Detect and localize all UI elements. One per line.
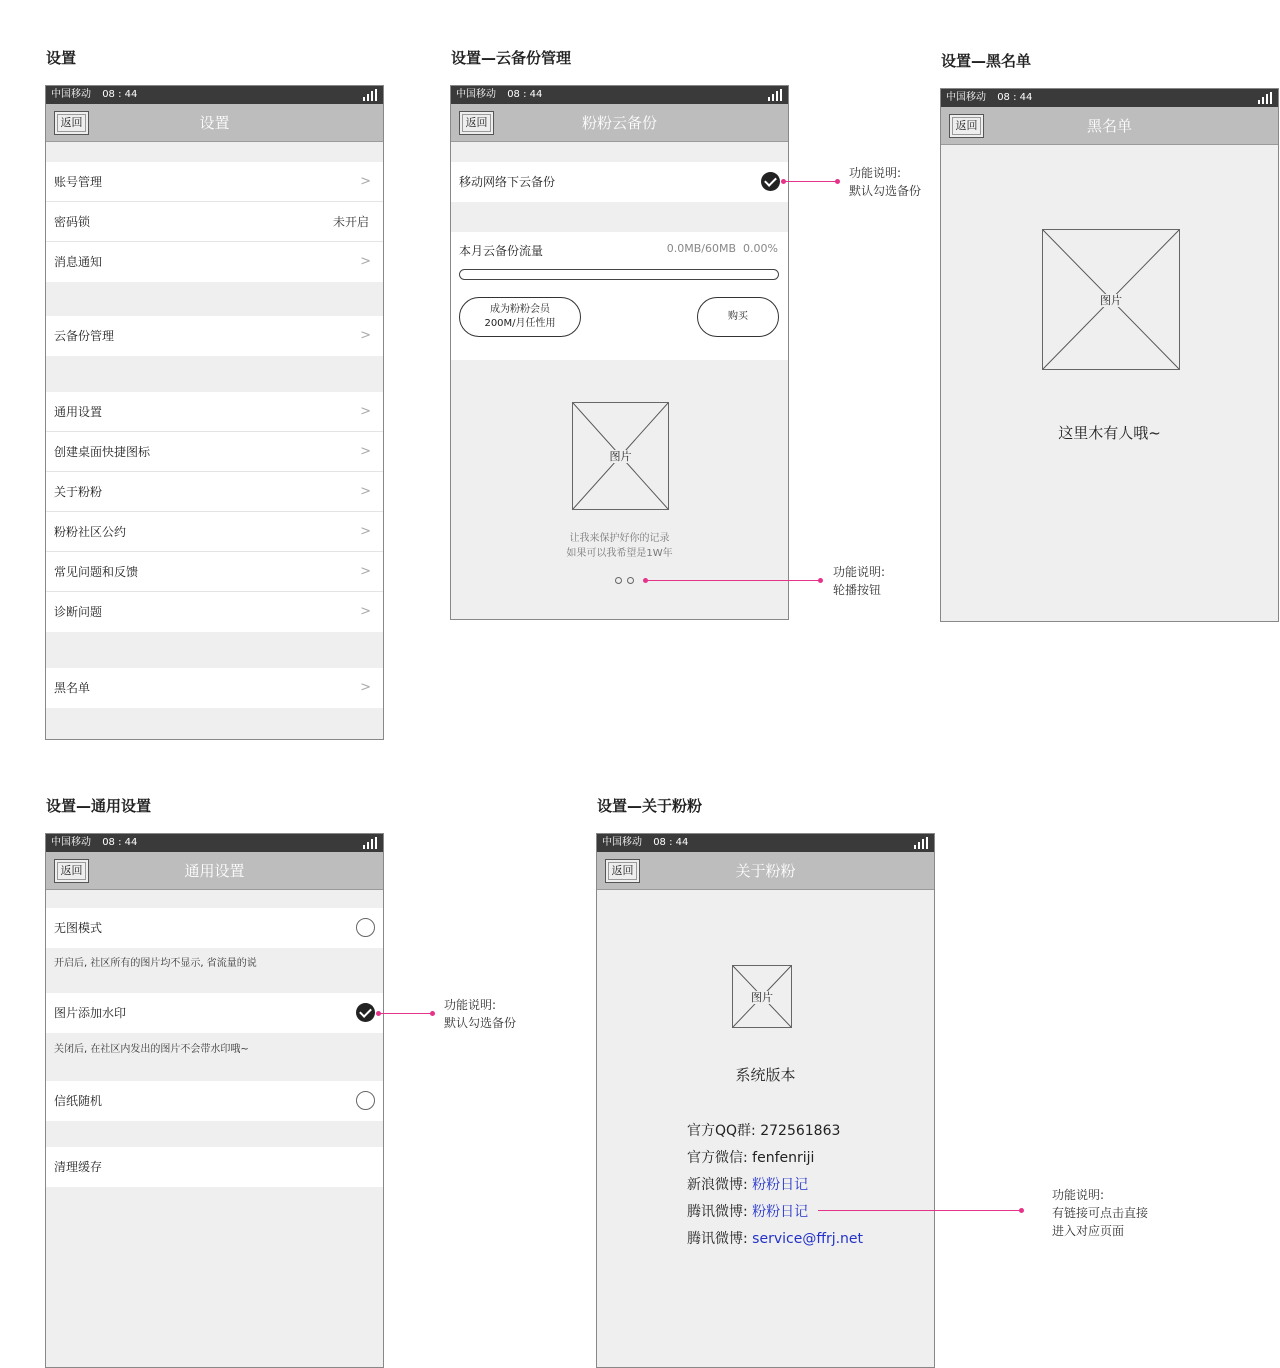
- wechat-label: 官方微信:: [687, 1150, 748, 1166]
- annotation-watermark: [444, 996, 516, 1032]
- annotation-line: [646, 580, 821, 581]
- chevron-right-icon: >: [360, 680, 371, 695]
- time-label: 08 : 44: [102, 89, 138, 100]
- tencent-weibo-line: [687, 1201, 808, 1221]
- section-title-cloud-backup: 设置—云备份管理: [451, 49, 572, 67]
- settings-row-password-lock[interactable]: [46, 202, 383, 242]
- mobile-backup-row[interactable]: [451, 162, 788, 202]
- no-image-mode-note: 开启后, 社区所有的图片均不显示, 省流量的说: [46, 948, 383, 993]
- section-title-general: 设置—通用设置: [46, 797, 152, 815]
- row-label: 图片添加水印: [54, 1006, 127, 1020]
- phone-general-settings: [45, 833, 384, 1368]
- annotation-dot: [430, 1011, 435, 1016]
- row-label: 关于粉粉: [54, 485, 103, 499]
- tencent-weibo-link[interactable]: 粉粉日记: [752, 1204, 809, 1220]
- back-button[interactable]: 返回: [605, 859, 640, 883]
- random-paper-row[interactable]: [46, 1081, 383, 1121]
- status-bar: [941, 89, 1278, 107]
- carousel-dot-2[interactable]: [627, 577, 634, 584]
- annotation-dot: [1019, 1208, 1024, 1213]
- tencent-label: 腾讯微博:: [687, 1204, 748, 1220]
- qq-value: 272561863: [760, 1123, 841, 1139]
- annotation-title: 功能说明:: [849, 166, 902, 180]
- phone-about: [596, 833, 935, 1368]
- section-title-about: 设置—关于粉粉: [597, 797, 703, 815]
- traffic-progress-bar: [459, 269, 779, 280]
- annotation-dot: [818, 578, 823, 583]
- time-label: 08 : 44: [507, 89, 543, 100]
- row-label: 通用设置: [54, 405, 103, 419]
- settings-row-community-rules[interactable]: [46, 512, 383, 552]
- signal-icon: [914, 837, 928, 849]
- phone-settings: [45, 85, 384, 740]
- email-label: 腾讯微博:: [687, 1231, 748, 1247]
- nav-title: 设置: [199, 114, 230, 132]
- nav-bar: [46, 852, 383, 890]
- annotation-text-line1: 有链接可点击直接: [1052, 1206, 1149, 1220]
- chevron-right-icon: >: [360, 524, 371, 539]
- back-button[interactable]: 返回: [459, 111, 494, 135]
- back-button[interactable]: 返回: [54, 111, 89, 135]
- settings-row-faq[interactable]: [46, 552, 383, 592]
- row-label: 创建桌面快捷图标: [54, 445, 151, 459]
- watermark-note: 关闭后, 在社区内发出的图片不会带水印哦~: [46, 1033, 383, 1081]
- system-version-label: 系统版本: [735, 1066, 796, 1084]
- carrier-label: 中国移动: [51, 837, 91, 848]
- toggle-off-radio[interactable]: [356, 918, 375, 937]
- settings-row-general[interactable]: [46, 392, 383, 432]
- row-label: 诊断问题: [54, 605, 103, 619]
- row-label: 云备份管理: [54, 329, 115, 343]
- annotation-line: [784, 181, 838, 182]
- nav-title: 粉粉云备份: [581, 114, 657, 132]
- email-line: [687, 1228, 863, 1248]
- annotation-line: [818, 1210, 1022, 1211]
- chevron-right-icon: >: [360, 484, 371, 499]
- back-button[interactable]: 返回: [54, 859, 89, 883]
- back-button[interactable]: 返回: [949, 114, 984, 138]
- row-label: 无图模式: [54, 921, 103, 935]
- caption-line-1: 让我来保护好你的记录: [569, 533, 670, 544]
- chevron-right-icon: >: [360, 254, 371, 269]
- sina-label: 新浪微博:: [687, 1177, 748, 1193]
- member-btn-line1: 成为粉粉会员: [490, 304, 550, 315]
- nav-bar: [941, 107, 1278, 145]
- row-label: 常见问题和反馈: [54, 565, 139, 579]
- settings-row-diagnose[interactable]: [46, 592, 383, 632]
- row-value: 未开启: [332, 215, 369, 229]
- member-btn-line2: 200M/月任性用: [484, 318, 556, 329]
- toggle-off-radio[interactable]: [356, 1091, 375, 1110]
- clear-cache-row[interactable]: [46, 1147, 383, 1187]
- chevron-right-icon: >: [360, 604, 371, 619]
- row-label: 账号管理: [54, 175, 103, 189]
- section-title-blacklist: 设置—黑名单: [941, 52, 1032, 70]
- annotation-dot: [835, 179, 840, 184]
- settings-row-notifications[interactable]: [46, 242, 383, 282]
- signal-icon: [363, 89, 377, 101]
- image-placeholder: [572, 402, 669, 510]
- email-link[interactable]: service@ffrj.net: [752, 1231, 864, 1247]
- settings-row-cloud-backup[interactable]: [46, 316, 383, 356]
- carrier-label: 中国移动: [51, 89, 91, 100]
- traffic-value: 0.0MB/60MB 0.00%: [666, 242, 778, 255]
- row-label: 消息通知: [54, 255, 103, 269]
- wechat-value: fenfenriji: [752, 1150, 815, 1166]
- image-label: 图片: [751, 990, 773, 1004]
- annotation-title: 功能说明:: [833, 565, 886, 579]
- settings-row-about[interactable]: [46, 472, 383, 512]
- carrier-label: 中国移动: [946, 92, 986, 103]
- status-bar: [451, 86, 788, 104]
- annotation-text-line2: 进入对应页面: [1052, 1224, 1125, 1238]
- time-label: 08 : 44: [653, 837, 689, 848]
- chevron-right-icon: >: [360, 174, 371, 189]
- annotation-links: [1052, 1186, 1148, 1240]
- annotation-title: 功能说明:: [1052, 1188, 1105, 1202]
- sina-weibo-line: [687, 1174, 808, 1194]
- annotation-backup: [849, 164, 921, 200]
- row-label: 信纸随机: [54, 1094, 103, 1108]
- buy-button[interactable]: 购买: [697, 297, 779, 337]
- section-title-settings: 设置: [46, 49, 77, 67]
- chevron-right-icon: >: [360, 404, 371, 419]
- status-bar: [46, 834, 383, 852]
- nav-title: 关于粉粉: [735, 862, 796, 880]
- wechat-line: [687, 1147, 814, 1167]
- signal-icon: [363, 837, 377, 849]
- status-bar: [46, 86, 383, 104]
- watermark-row[interactable]: [46, 993, 383, 1033]
- time-label: 08 : 44: [997, 92, 1033, 103]
- image-label: 图片: [1100, 293, 1122, 307]
- traffic-panel: [451, 232, 788, 360]
- signal-icon: [1258, 92, 1272, 104]
- carousel-dot-1[interactable]: [615, 577, 622, 584]
- annotation-text: 默认勾选备份: [444, 1016, 517, 1030]
- row-label: 密码锁: [54, 215, 91, 229]
- caption-line-2: 如果可以我希望是1W年: [566, 548, 673, 559]
- sina-weibo-link[interactable]: 粉粉日记: [752, 1177, 809, 1193]
- app-logo-placeholder: [732, 965, 792, 1028]
- settings-row-account[interactable]: [46, 162, 383, 202]
- row-label: 黑名单: [54, 681, 91, 695]
- carrier-label: 中国移动: [602, 837, 642, 848]
- nav-bar: [451, 104, 788, 142]
- no-image-mode-row[interactable]: [46, 908, 383, 948]
- chevron-right-icon: >: [360, 564, 371, 579]
- row-label: 清理缓存: [54, 1160, 103, 1174]
- nav-title: 黑名单: [1086, 117, 1132, 135]
- chevron-right-icon: >: [360, 328, 371, 343]
- phone-cloud-backup: [450, 85, 789, 620]
- settings-row-shortcut[interactable]: [46, 432, 383, 472]
- qq-label: 官方QQ群:: [687, 1123, 756, 1139]
- annotation-title: 功能说明:: [444, 998, 497, 1012]
- empty-state-text: 这里木有人哦~: [1058, 424, 1161, 442]
- image-placeholder: [1042, 229, 1180, 370]
- annotation-line: [379, 1013, 433, 1014]
- phone-blacklist: [940, 88, 1279, 622]
- qq-group-line: [687, 1120, 840, 1140]
- annotation-carousel: [833, 563, 885, 599]
- carrier-label: 中国移动: [456, 89, 496, 100]
- image-label: 图片: [609, 450, 632, 463]
- chevron-right-icon: >: [360, 444, 371, 459]
- time-label: 08 : 44: [102, 837, 138, 848]
- nav-title: 通用设置: [184, 862, 245, 880]
- signal-icon: [768, 89, 782, 101]
- nav-bar: [597, 852, 934, 890]
- checked-checkbox-icon[interactable]: [356, 1003, 375, 1022]
- annotation-text: 轮播按钮: [833, 583, 882, 597]
- row-label: 粉粉社区公约: [54, 525, 127, 539]
- settings-row-blacklist[interactable]: [46, 668, 383, 708]
- traffic-label: 本月云备份流量: [459, 244, 544, 258]
- checked-checkbox-icon[interactable]: [761, 172, 780, 191]
- annotation-text: 默认勾选备份: [849, 184, 922, 198]
- become-member-button[interactable]: [459, 297, 581, 337]
- mobile-backup-label: 移动网络下云备份: [459, 175, 556, 189]
- nav-bar: [46, 104, 383, 142]
- status-bar: [597, 834, 934, 852]
